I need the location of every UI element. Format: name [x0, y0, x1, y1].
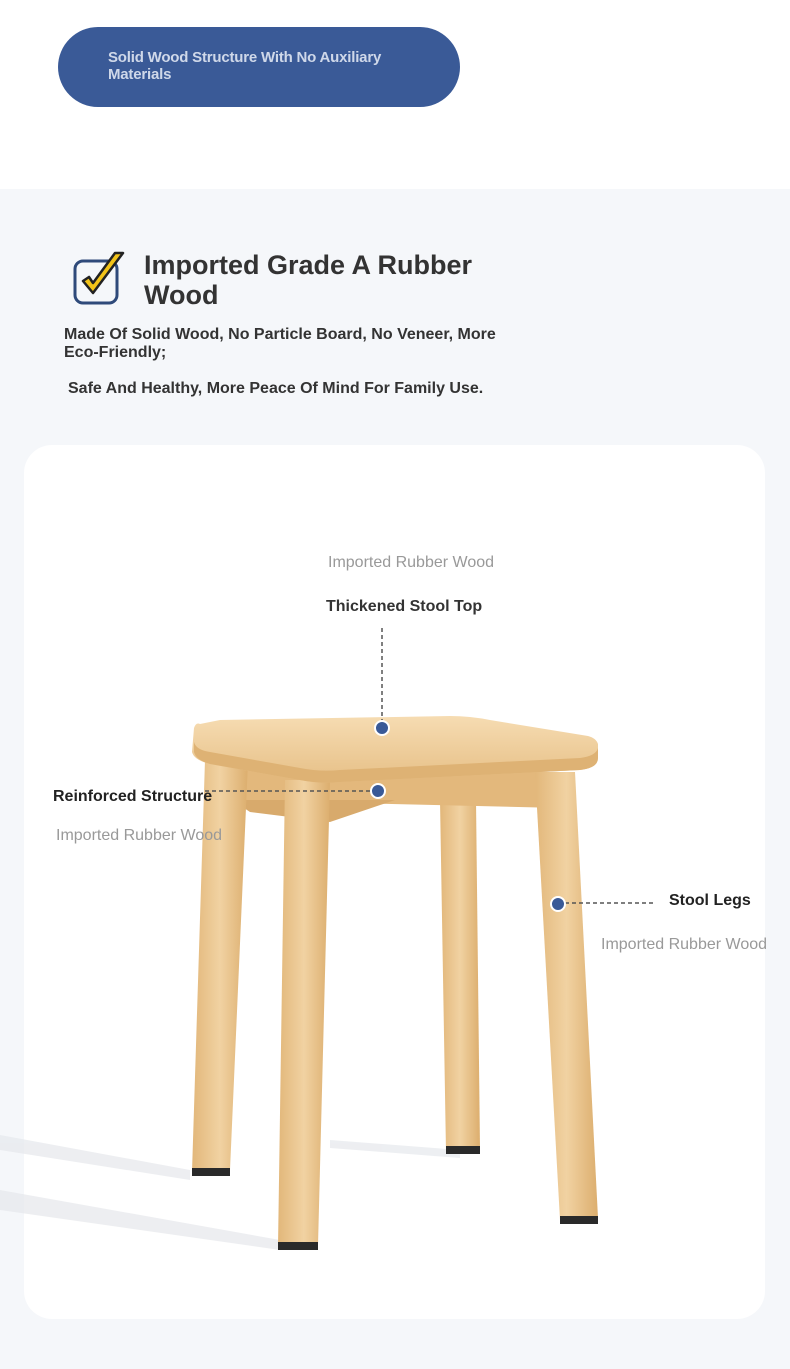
callout-top-name: Thickened Stool Top — [326, 598, 483, 615]
callout-dot-structure — [371, 784, 385, 798]
feature-title: Imported Grade A Rubber Wood — [144, 250, 473, 310]
callout-structure-material: Imported Rubber Wood — [56, 827, 223, 844]
callout-dot-top — [375, 721, 389, 735]
callout-dot-legs — [551, 897, 565, 911]
stool-back-legs — [440, 800, 480, 1154]
callout-legs-name: Stool Legs — [669, 892, 751, 909]
feature-description-2: Safe And Healthy, More Peace Of Mind For Family Use. — [68, 380, 484, 397]
callout-top-material: Imported Rubber Wood — [328, 554, 495, 571]
callout-structure-name: Reinforced Structure — [53, 788, 213, 805]
callout-legs-material: Imported Rubber Wood — [601, 936, 768, 953]
stool-front-legs — [192, 760, 598, 1250]
banner-text: Solid Wood Structure With No Auxiliary Materials — [108, 49, 382, 83]
feature-description-1: Made Of Solid Wood, No Particle Board, No Veneer, More Eco-Friendly; — [64, 326, 496, 361]
